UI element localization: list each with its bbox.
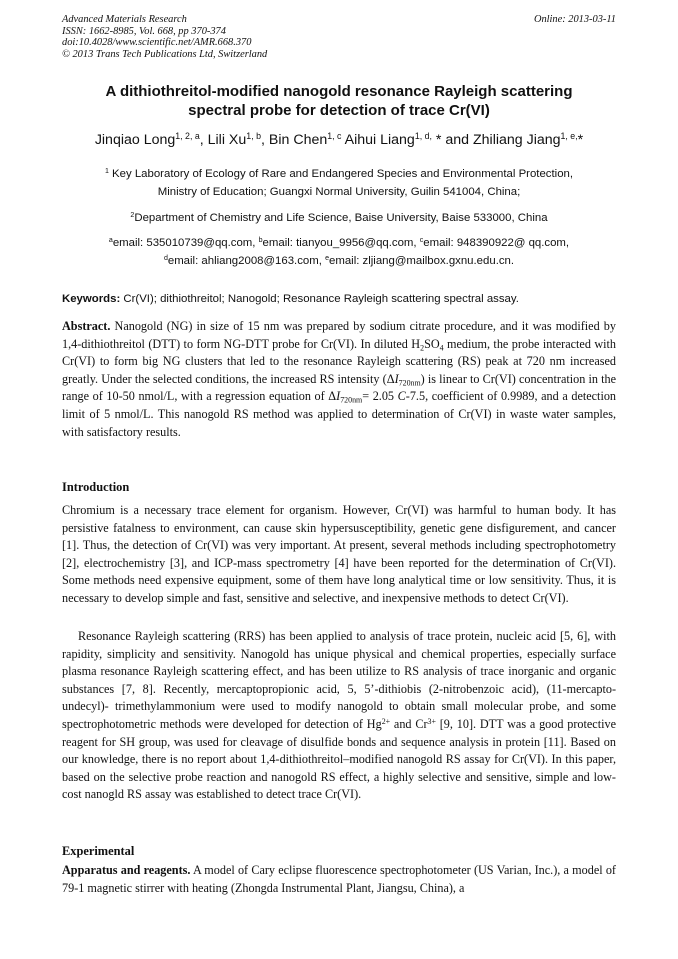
author-name: Bin Chen [268, 132, 328, 148]
italic-symbol: I [394, 371, 399, 386]
paragraph [62, 862, 616, 897]
author-affil-sup: 1, c [327, 131, 342, 142]
author-name: Aihui Liang [344, 132, 415, 148]
author-separator: * and [431, 132, 473, 148]
subsection-label: Apparatus and reagents. [62, 863, 191, 877]
author-affil-sup: 1, 2, a [175, 131, 200, 142]
abstract-text: ) is linear to Cr(VI) concentration in the range of 10-50 nmol/L, with a regression equation of Δ [62, 371, 616, 404]
abstract [62, 318, 616, 441]
affiliation-1-line-2: Ministry of Education; Guangxi Normal University, Guilin 541004, China; [157, 186, 521, 198]
email-d: email: ahliang2008@163.com, [167, 255, 326, 267]
abstract-label: Abstract. [62, 319, 111, 333]
email-a: email: 535010739@qq.com, [112, 237, 259, 249]
affiliation-1-sup: 1 [104, 168, 109, 176]
italic-symbol: C [397, 389, 406, 404]
abstract-text: Nanogold (NG) in size of 15 nm was prepared by sodium citrate procedure, and it was modified by 1,4-dithiothreitol (DTT) to form NG-DTT probe for Cr(VI). In diluted H [62, 319, 616, 351]
email-e: email: zljiang@mailbox.gxnu.edu.cn. [329, 255, 515, 267]
author-separator: , [199, 132, 208, 148]
affiliation-1 [62, 165, 616, 201]
affiliation-2-sup: 2 [130, 212, 135, 220]
email-sup: a [108, 237, 113, 245]
author-separator: , [260, 132, 269, 148]
email-b: email: tianyou_9956@qq.com, [262, 237, 420, 249]
copyright-line: © 2013 Trans Tech Publications Ltd, Switzerland [62, 48, 268, 60]
email-sup: c [419, 237, 424, 245]
paragraph-text: and Cr [390, 716, 428, 731]
abstract-text: SO [424, 336, 440, 351]
online-date: Online: 2013-03-11 [533, 14, 616, 25]
doi-line: doi:10.4028/www.scientific.net/AMR.668.370 [62, 37, 252, 49]
superscript: 3+ [427, 717, 436, 727]
paragraph-text: A model of Cary eclipse fluorescence spectrophotometer (US Varian, Inc.), a model of 79-1 magnetic stirrer with heating (Zhongda Instrumental Plant, Jiangsu, China), a [62, 863, 616, 895]
keywords-text: Cr(VI); dithiothreitol; Nanogold; Resonance Rayleigh scattering spectral assay. [120, 293, 519, 305]
section-heading-experimental: Experimental [62, 844, 135, 858]
title-line-2: spectral probe for detection of trace Cr(VI) [188, 102, 490, 119]
keywords [62, 291, 616, 307]
subscript: 720nm [340, 395, 363, 405]
issn-line: ISSN: 1662-8985, Vol. 668, pp 370-374 [62, 25, 226, 37]
subscript: 720nm [398, 378, 421, 388]
author-name: Jinqiao Long [94, 132, 176, 148]
affiliation-2-text: Department of Chemistry and Life Science, Baise University, Baise 533000, China [134, 212, 548, 224]
abstract-text: = 2.05 [362, 389, 398, 404]
abstract-text: medium, the probe interacted with Cr(VI) to form big NG clusters that led to the resonance Rayleigh scattering (RS) peak at 720 nm increased greatly. Under the selected conditions, the increased RS intensity (Δ [62, 336, 616, 386]
title-line-1: A dithiothreitol-modified nanogold resonance Rayleigh scattering [105, 83, 573, 100]
paper-title [62, 82, 616, 120]
author-affil-sup: 1, b [246, 131, 261, 142]
subscript: 4 [439, 342, 444, 352]
journal-header [62, 14, 616, 60]
abstract-text: -7.5, coefficient of 0.9989, and a detection limit of 5 nmol/L. This nanogold RS method was applied to determination of Cr(VI) in waste water samples, with satisfactory results. [62, 389, 617, 439]
paragraph [62, 628, 616, 804]
section-heading-introduction: Introduction [62, 480, 130, 494]
subscript: 2 [420, 342, 425, 352]
italic-symbol: I [336, 389, 341, 404]
email-sup: b [258, 237, 263, 245]
paragraph: Chromium is a necessary trace element for organism. However, Cr(VI) was harmful to human body. It has persistive fatalness to environment, can cause skin hypersusceptibility, genetic gene disfigurement, and cancer [1]. Thus, the detection of Cr(VI) was very important. At present, several methods including spectrophotometry [2], electrochemistry [3], and ICP-mass spectrometry [4] have been reported for the determination of Cr(VI). Some methods need expensive equipment, some of them have long analytical time or low sensitivity. Thus, it is necessary to develop simple and fast, sensitive and selective, and inexpensive methods to detect Cr(VI). [62, 503, 616, 605]
superscript: 2+ [381, 717, 391, 727]
author-name: Lili Xu [207, 132, 247, 148]
author-separator: * [577, 132, 584, 148]
paragraph-text: [9, 10]. DTT was a good protective reagent for SH group, was used for cleavage of disulfide bonds and sequence analysis in protein [11]. Based on our knowledge, there is no report about 1,4-dithiothreitol–modified nanogold RS assay for Cr(VI). In this paper, based on the selective probe reaction and nanogold RS effect, a highly selective and sensitive, simple and low-cost nanogld RS assay was established to detect trace Cr(VI). [62, 716, 616, 802]
author-list [50, 130, 628, 150]
affiliation-2 [62, 209, 616, 227]
email-sup: e [325, 255, 329, 263]
author-affil-sup: 1, d, [414, 131, 432, 142]
affiliation-1-line-1: Key Laboratory of Ecology of Rare and Endangered Species and Environmental Protection, [108, 168, 574, 180]
author-name: Zhiliang Jiang [472, 132, 561, 148]
email-list [62, 234, 616, 270]
paragraph-text: Resonance Rayleigh scattering (RRS) has been applied to analysis of trace protein, nucleic acid [5, 6], with rapidity, simplicity and sensitivity. Nanogold has unique physical and chemical properties, especially surface plasma resonance Rayleigh scattering effect, and has been utilize to RS analysis of trace inorganic and organic substances [7, 8]. Recently, mercaptopropionic acid, 5, 5’-dithiobis (2-nitrobenzoic acid), (11-mercapto-undecyl)- trimethylammonium were used to modify nanogold to obtain small molecular probe, and some spectrophotometric methods were developed for detection of Hg [62, 629, 616, 731]
journal-name: Advanced Materials Research [62, 14, 187, 25]
keywords-label: Keywords: [62, 293, 121, 305]
email-sup: d [163, 255, 168, 263]
email-c: email: 948390922@ qq.com, [423, 237, 570, 249]
author-affil-sup: 1, e, [560, 131, 578, 142]
